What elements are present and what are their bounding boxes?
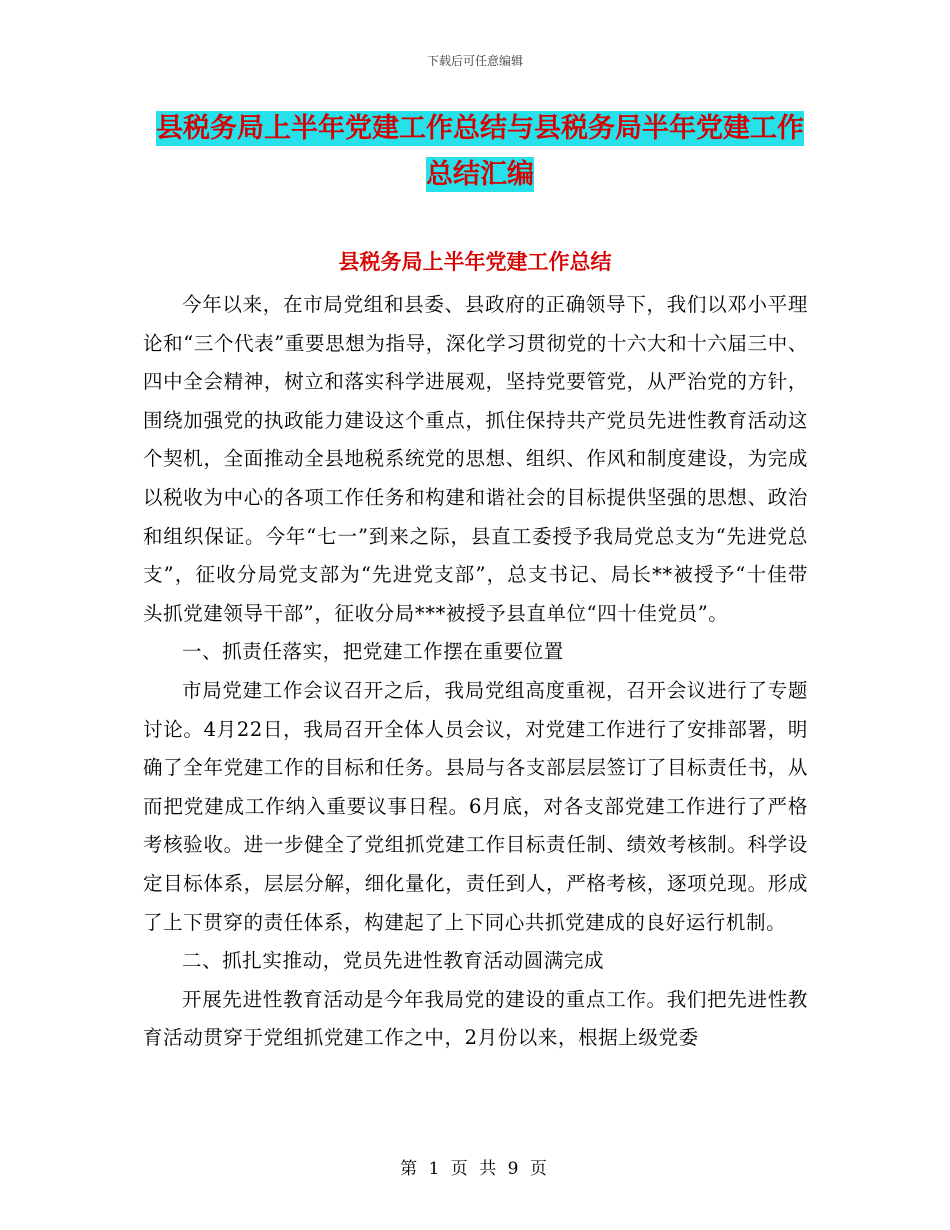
page-number: 第 1 页 共 9 页 — [400, 1159, 550, 1179]
paragraph-intro: 今年以来，在市局党组和县委、县政府的正确领导下，我们以邓小平理论和“三个代表”重要思想为指导，深化学习贯彻党的十六大和十六届三中、四中全会精神，树立和落实科学进展观，坚持党要管党，从严治党的方针，围绕加强党的执政能力建设这个重点，抓住保持共产党员先进性教育活动这个契机，全面推动全县地税系统党的思想、组织、作风和制度建设，为完成以税收为中心的各项工作任务和构建和谐社会的目标提供坚强的思想、政治和组织保证。今年“七一”到来之际，县直工委授予我局党总支为“先进党总支”，征收分局党支部为“先进党支部”，总支书记、局长**被授予“十佳带头抓党建领导干部”，征收分局***被授予县直单位“四十佳党员”。 — [143, 293, 808, 625]
document-title — [150, 106, 810, 198]
document-title-text: 县税务局上半年党建工作总结与县税务局半年党建工作总结汇编 — [156, 113, 804, 190]
heading-section-1: 一、抓责任落实，把党建工作摆在重要位置 — [182, 640, 564, 664]
page-header-note: 下载后可任意编辑 — [426, 54, 523, 68]
paragraph-section-2: 开展先进性教育活动是今年我局党的建设的重点工作。我们把先进性教育活动贯穿于党组抓党建工作之中，2月份以来，根据上级党委 — [143, 987, 808, 1050]
section-title: 县税务局上半年党建工作总结 — [338, 250, 612, 274]
heading-section-2: 二、抓扎实推动，党员先进性教育活动圆满完成 — [182, 949, 605, 973]
paragraph-section-1: 市局党建工作会议召开之后，我局党组高度重视，召开会议进行了专题讨论。4月22日，我局召开全体人员会议，对党建工作进行了安排部署，明确了全年党建工作的目标和任务。县局与各支部层层签订了目标责任书，从而把党建成工作纳入重要议事日程。6月底，对各支部党建工作进行了严格考核验收。进一步健全了党组抓党建工作目标责任制、绩效考核制。科学设定目标体系，层层分解，细化量化，责任到人，严格考核，逐项兑现。形成了上下贯穿的责任体系，构建起了上下同心共抓党建成的良好运行机制。 — [143, 678, 808, 934]
document-body — [143, 286, 808, 1058]
